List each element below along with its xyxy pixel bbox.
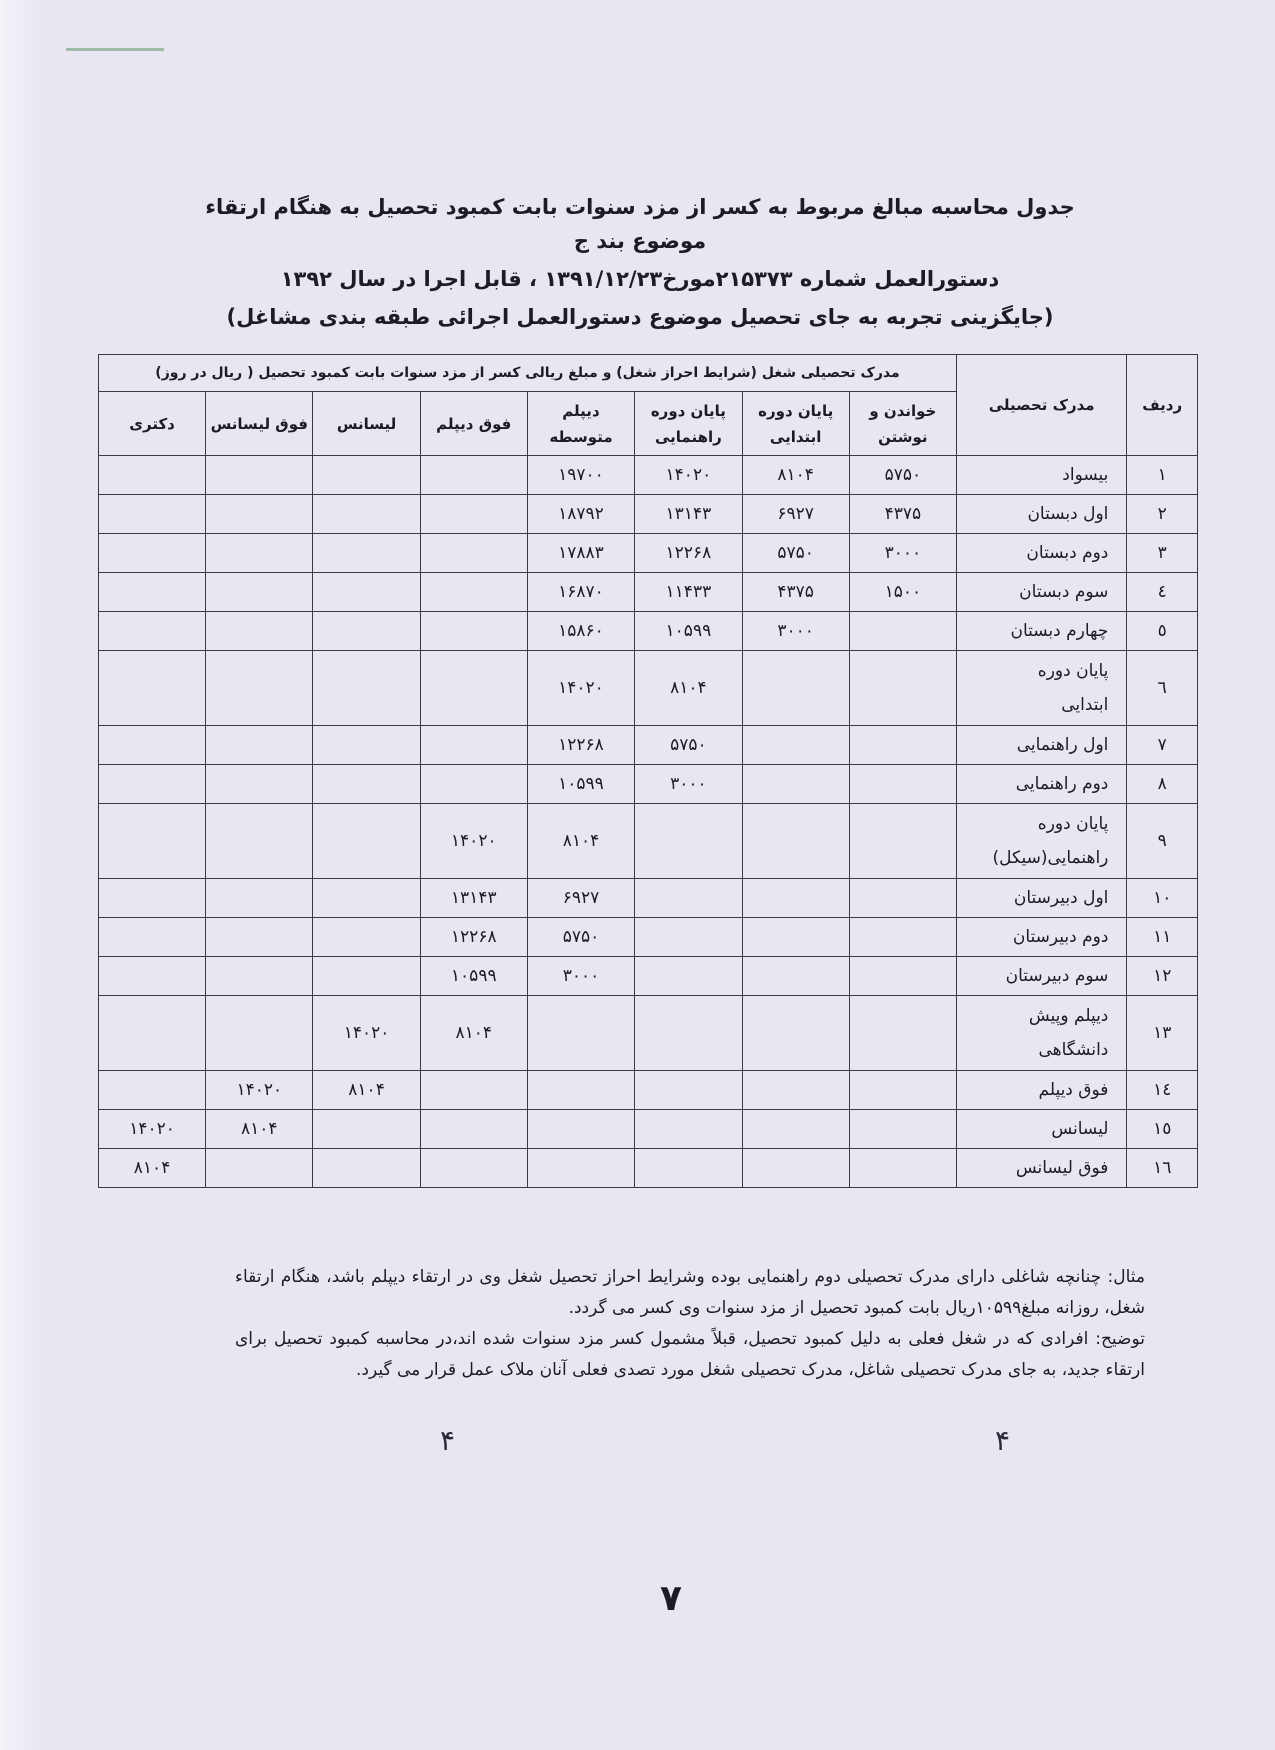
amount-cell: ۸۱۰۴ — [206, 1110, 313, 1149]
row-degree: فوق دیپلم — [956, 1071, 1126, 1110]
title-line-2: دستورالعمل شماره ۲۱۵۳۷۳مورخ۱۳۹۱/۱۲/۲۳ ، قابل اجرا در سال ۱۳۹۲ — [280, 267, 1000, 291]
row-number: ۹ — [1127, 804, 1198, 879]
header-group: مدرک تحصیلی شغل (شرایط احراز شغل) و مبلغ ریالی کسر از مزد سنوات بابت کمبود تحصیل ( ریال در روز) — [99, 355, 957, 392]
amount-cell — [420, 456, 527, 495]
amount-cell: ۱۸۷۹۲ — [527, 495, 634, 534]
amount-cell — [313, 804, 420, 879]
table-row — [99, 612, 1198, 651]
amount-cell: ۴۳۷۵ — [742, 573, 849, 612]
amount-cell — [849, 1149, 956, 1188]
row-degree: سوم دبیرستان — [956, 957, 1126, 996]
row-number: ۳ — [1127, 534, 1198, 573]
table-row — [99, 879, 1198, 918]
column-header — [313, 392, 420, 456]
amount-cell: ۱۴۰۲۰ — [313, 996, 420, 1071]
amount-cell: ۱۳۱۴۳ — [635, 495, 742, 534]
column-header — [527, 392, 634, 456]
amount-cell — [849, 996, 956, 1071]
amount-cell — [313, 612, 420, 651]
row-degree: اول راهنمایی — [956, 726, 1126, 765]
amount-cell: ۱۶۸۷۰ — [527, 573, 634, 612]
notes-block — [235, 1262, 1145, 1386]
amount-cell — [313, 918, 420, 957]
amount-cell: ۶۹۲۷ — [527, 879, 634, 918]
row-degree-line: پایان دوره — [1037, 661, 1109, 681]
amount-cell — [742, 879, 849, 918]
amount-cell: ۴۳۷۵ — [849, 495, 956, 534]
row-degree-line: راهنمایی(سیکل) — [992, 848, 1109, 868]
amount-cell — [206, 996, 313, 1071]
amount-cell: ۳۰۰۰ — [635, 765, 742, 804]
handwritten-mark: ۴ — [995, 1424, 1011, 1457]
amount-cell — [742, 1149, 849, 1188]
table-row — [99, 765, 1198, 804]
amount-cell — [99, 1071, 206, 1110]
amount-cell: ۱۲۲۶۸ — [527, 726, 634, 765]
amount-cell: ۸۱۰۴ — [420, 996, 527, 1071]
column-header-line: پایان دوره — [650, 401, 726, 420]
amount-cell: ۶۹۲۷ — [742, 495, 849, 534]
amount-cell — [420, 1149, 527, 1188]
title-line-3: (جایگزینی تجربه به جای تحصیل موضوع دستورالعمل اجرائی طبقه بندی مشاغل) — [226, 305, 1054, 329]
column-header-line: خواندن و — [869, 401, 937, 420]
amount-cell — [99, 804, 206, 879]
amount-cell — [99, 879, 206, 918]
table-row — [99, 456, 1198, 495]
handwritten-mark: ۴ — [440, 1424, 456, 1457]
column-header-line: دکتری — [129, 414, 175, 433]
amount-cell — [420, 651, 527, 726]
row-number: ۱۱ — [1127, 918, 1198, 957]
row-degree-line: دیپلم وپیش — [1028, 1006, 1109, 1026]
amount-cell — [527, 1149, 634, 1188]
amount-cell — [313, 573, 420, 612]
amount-cell — [313, 534, 420, 573]
amount-cell — [313, 957, 420, 996]
amount-cell: ۸۱۰۴ — [742, 456, 849, 495]
amount-cell — [849, 765, 956, 804]
amount-cell — [420, 765, 527, 804]
column-header — [420, 392, 527, 456]
column-header-line: راهنمایی — [654, 427, 722, 446]
table-row — [99, 651, 1198, 726]
row-degree-line: پایان دوره — [1037, 814, 1109, 834]
amount-cell: ۱۲۲۶۸ — [420, 918, 527, 957]
row-degree: دوم راهنمایی — [956, 765, 1126, 804]
amount-cell — [99, 957, 206, 996]
row-degree-line: دانشگاهی — [1038, 1040, 1109, 1060]
amount-cell: ۱۰۵۹۹ — [420, 957, 527, 996]
column-header-line: دیپلم متوسطه — [549, 401, 613, 446]
amount-cell — [742, 1110, 849, 1149]
amount-cell — [527, 1071, 634, 1110]
amount-cell — [849, 726, 956, 765]
table-row — [99, 1110, 1198, 1149]
amount-cell — [635, 957, 742, 996]
table-row — [99, 573, 1198, 612]
amount-cell — [313, 651, 420, 726]
amount-cell: ۱۴۰۲۰ — [99, 1110, 206, 1149]
row-degree: فوق لیسانس — [956, 1149, 1126, 1188]
table-row — [99, 726, 1198, 765]
amount-cell — [206, 957, 313, 996]
header-degree: مدرک تحصیلی — [956, 355, 1126, 456]
row-degree: بیسواد — [956, 456, 1126, 495]
amount-cell — [206, 495, 313, 534]
amount-cell: ۳۰۰۰ — [742, 612, 849, 651]
column-header — [99, 392, 206, 456]
amount-cell: ۳۰۰۰ — [849, 534, 956, 573]
row-number: ۱۳ — [1127, 996, 1198, 1071]
amount-cell — [849, 804, 956, 879]
amount-cell: ۱۱۴۳۳ — [635, 573, 742, 612]
row-number: ١٤ — [1127, 1071, 1198, 1110]
amount-cell — [313, 456, 420, 495]
row-number: ۱۰ — [1127, 879, 1198, 918]
row-number: ٤ — [1127, 573, 1198, 612]
table-row — [99, 957, 1198, 996]
amount-cell — [206, 726, 313, 765]
amount-cell — [849, 1071, 956, 1110]
amount-cell — [420, 495, 527, 534]
amount-cell: ۸۱۰۴ — [635, 651, 742, 726]
deduction-table — [98, 354, 1198, 1188]
amount-cell — [206, 534, 313, 573]
amount-cell — [99, 765, 206, 804]
row-degree: چهارم دبستان — [956, 612, 1126, 651]
amount-cell — [742, 957, 849, 996]
header-row-number: ردیف — [1127, 355, 1198, 456]
row-number: ۷ — [1127, 726, 1198, 765]
row-number: ٦ — [1127, 651, 1198, 726]
amount-cell: ۵۷۵۰ — [635, 726, 742, 765]
amount-cell — [849, 651, 956, 726]
amount-cell — [742, 726, 849, 765]
row-degree — [956, 651, 1126, 726]
amount-cell: ۱۲۲۶۸ — [635, 534, 742, 573]
amount-cell: ۸۱۰۴ — [313, 1071, 420, 1110]
explanation-note: توضیح: افرادی که در شغل فعلی به دلیل کمبود تحصیل، قبلاً مشمول کسر مزد سنوات شده اند،در محاسبه کمبود تحصیل برای ارتقاء جدید، به جای مدرک تحصیلی شاغل، مدرک تحصیلی شغل مورد تصدی فعلی آنان ملاک عمل قرار می گیرد. — [235, 1329, 1145, 1380]
amount-cell — [206, 651, 313, 726]
amount-cell — [206, 573, 313, 612]
example-note: مثال: چنانچه شاغلی دارای مدرک تحصیلی دوم راهنمایی بوده وشرایط احراز تحصیل شغل وی در ارتقاء دیپلم باشد، هنگام ارتقاء شغل، روزانه مبلغ۱۰۵۹۹ریال بابت کمبود تحصیل از مزد سنوات وی کسر می گردد. — [235, 1267, 1145, 1318]
row-degree — [956, 804, 1126, 879]
amount-cell — [742, 918, 849, 957]
amount-cell — [206, 804, 313, 879]
amount-cell — [313, 1149, 420, 1188]
amount-cell: ۱۵۸۶۰ — [527, 612, 634, 651]
row-degree: اول دبستان — [956, 495, 1126, 534]
amount-cell — [206, 765, 313, 804]
amount-cell: ۸۱۰۴ — [99, 1149, 206, 1188]
amount-cell — [849, 957, 956, 996]
amount-cell — [206, 612, 313, 651]
amount-cell — [849, 918, 956, 957]
amount-cell — [635, 1149, 742, 1188]
amount-cell — [99, 534, 206, 573]
amount-cell: ۱۴۰۲۰ — [635, 456, 742, 495]
table-row — [99, 495, 1198, 534]
amount-cell — [420, 1110, 527, 1149]
table-row — [99, 1071, 1198, 1110]
row-degree: اول دبیرستان — [956, 879, 1126, 918]
column-header — [635, 392, 742, 456]
amount-cell: ۱۵۰۰ — [849, 573, 956, 612]
amount-cell: ۸۱۰۴ — [527, 804, 634, 879]
amount-cell: ۵۷۵۰ — [742, 534, 849, 573]
amount-cell — [420, 1071, 527, 1110]
amount-cell: ۱۷۸۸۳ — [527, 534, 634, 573]
amount-cell: ۱۴۰۲۰ — [420, 804, 527, 879]
amount-cell — [99, 918, 206, 957]
amount-cell — [99, 651, 206, 726]
amount-cell — [849, 612, 956, 651]
row-number: ٥ — [1127, 612, 1198, 651]
amount-cell — [206, 918, 313, 957]
amount-cell: ۱۴۰۲۰ — [527, 651, 634, 726]
row-degree: دوم دبستان — [956, 534, 1126, 573]
amount-cell: ۵۷۵۰ — [527, 918, 634, 957]
row-degree: سوم دبستان — [956, 573, 1126, 612]
amount-cell — [742, 765, 849, 804]
amount-cell — [313, 726, 420, 765]
table-row — [99, 534, 1198, 573]
amount-cell — [206, 1149, 313, 1188]
amount-cell — [742, 804, 849, 879]
page-edge-shadow — [0, 0, 42, 1750]
amount-cell — [313, 1110, 420, 1149]
table-row — [99, 996, 1198, 1071]
column-header — [849, 392, 956, 456]
amount-cell — [420, 534, 527, 573]
amount-cell — [742, 996, 849, 1071]
table-row — [99, 1149, 1198, 1188]
amount-cell — [635, 996, 742, 1071]
row-number: ۱ — [1127, 456, 1198, 495]
amount-cell — [313, 879, 420, 918]
amount-cell — [527, 996, 634, 1071]
table-row — [99, 918, 1198, 957]
amount-cell — [99, 726, 206, 765]
amount-cell — [635, 918, 742, 957]
row-number: ۱٦ — [1127, 1149, 1198, 1188]
amount-cell — [635, 804, 742, 879]
amount-cell — [206, 879, 313, 918]
amount-cell — [99, 996, 206, 1071]
amount-cell — [206, 456, 313, 495]
column-header-line: پایان دوره — [758, 401, 834, 420]
amount-cell — [849, 879, 956, 918]
column-header-line: فوق لیسانس — [210, 414, 308, 433]
amount-cell — [849, 1110, 956, 1149]
column-header — [742, 392, 849, 456]
amount-cell — [99, 573, 206, 612]
row-number: ۱۲ — [1127, 957, 1198, 996]
amount-cell: ۱۴۰۲۰ — [206, 1071, 313, 1110]
amount-cell: ۵۷۵۰ — [849, 456, 956, 495]
title-block — [200, 190, 1080, 338]
column-header-line: ابتدایی — [769, 427, 822, 446]
amount-cell — [420, 612, 527, 651]
amount-cell — [99, 456, 206, 495]
amount-cell — [635, 1071, 742, 1110]
amount-cell — [99, 612, 206, 651]
row-number: ۱٥ — [1127, 1110, 1198, 1149]
row-degree: دوم دبیرستان — [956, 918, 1126, 957]
page-number: ۷ — [660, 1578, 682, 1619]
row-degree — [956, 996, 1126, 1071]
amount-cell: ۱۰۵۹۹ — [635, 612, 742, 651]
scan-mark — [66, 48, 164, 51]
amount-cell — [420, 726, 527, 765]
amount-cell — [527, 1110, 634, 1149]
column-header — [206, 392, 313, 456]
column-header-line: فوق دیپلم — [436, 414, 512, 433]
amount-cell: ۱۳۱۴۳ — [420, 879, 527, 918]
amount-cell: ۱۰۵۹۹ — [527, 765, 634, 804]
amount-cell — [635, 879, 742, 918]
amount-cell — [313, 495, 420, 534]
row-degree-line: ابتدایی — [1061, 695, 1109, 715]
amount-cell — [635, 1110, 742, 1149]
table-row — [99, 804, 1198, 879]
row-number: ۲ — [1127, 495, 1198, 534]
column-header-line: لیسانس — [336, 414, 397, 433]
column-header-line: نوشتن — [878, 427, 928, 446]
amount-cell — [313, 765, 420, 804]
amount-cell — [742, 651, 849, 726]
amount-cell — [99, 495, 206, 534]
title-line-1: جدول محاسبه مبالغ مربوط به کسر از مزد سنوات بابت کمبود تحصیل به هنگام ارتقاء موضوع بند ج — [205, 195, 1075, 253]
row-degree: لیسانس — [956, 1110, 1126, 1149]
row-number: ۸ — [1127, 765, 1198, 804]
amount-cell: ۳۰۰۰ — [527, 957, 634, 996]
amount-cell — [420, 573, 527, 612]
amount-cell — [742, 1071, 849, 1110]
amount-cell: ۱۹۷۰۰ — [527, 456, 634, 495]
